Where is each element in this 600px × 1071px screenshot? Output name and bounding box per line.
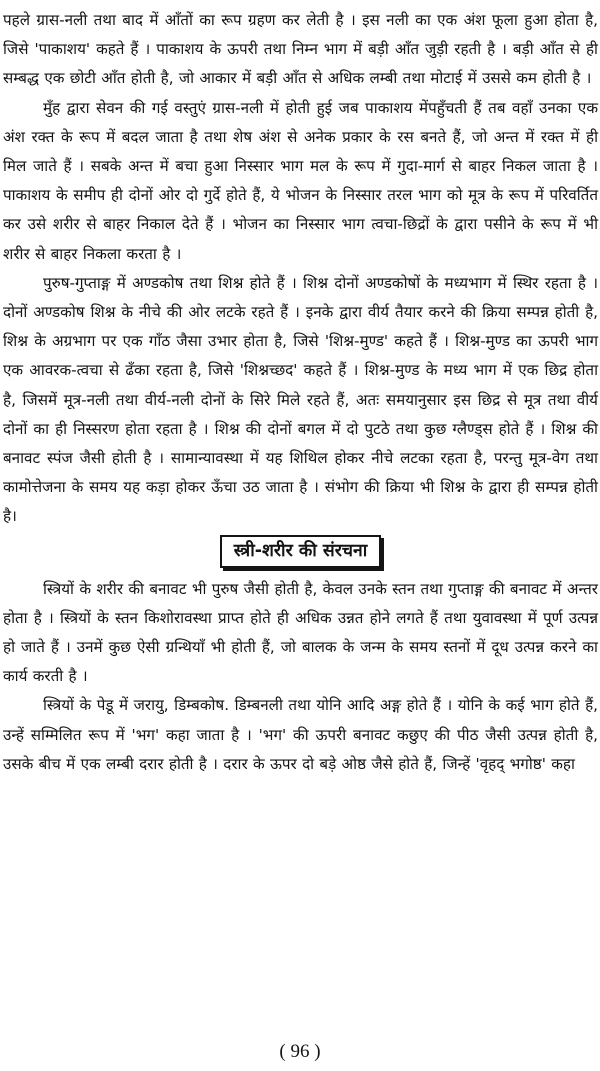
page-number: ( 96 ) (279, 1041, 321, 1062)
section-heading: स्त्री-शरीर की संरचना (220, 535, 382, 568)
paragraph-digestion-process: मुँह द्वारा सेवन की गई वस्तुएं ग्रास-नली में होती हुई जब पाकाशय मेंपहुँचती हैं तब वहाँ उनका एक अंश रक्त के रूप में बदल जाता है तथा शेष अंश से अनेक प्रकार के रस बनते हैं, जो अन्त में रक्त में ही मिल जाते हैं । सबके अन्त में बचा हुआ निस्सार भाग मल के रूप में गुदा-मार्ग से बाहर निकल जाता है । पाकाशय के समीप ही दोनों ओर दो गुर्दे होते हैं, ये भोजन के निस्सार तरल भाग को मूत्र के रूप में परिवर्तित कर उसे शरीर से बाहर निकाल देते हैं । भोजन का निस्सार भाग त्वचा-छिद्रों के द्वारा पसीने के रूप में भी शरीर से बाहर निकला करता है । (3, 98, 598, 263)
section-heading-wrap (3, 535, 598, 569)
paragraph-female-organs: स्त्रियों के पेडू में जरायु, डिम्बकोष. डिम्बनली तथा योनि आदि अङ्ग होते हैं । योनि के कई भाग होते हैं, उन्हें सम्मिलित रूप में 'भग' कहा जाता है । 'भग' की ऊपरी बनावट कछुए की पीठ जैसी उत्पन्न होती है, उसके बीच में एक लम्बी दरार होती है । दरार के ऊपर दो बड़े ओष्ठ जैसे होते हैं, जिन्हें 'वृहद् भगोष्ठ' कहा (3, 696, 598, 773)
paragraph-digestive-tract: पहले ग्रास-नली तथा बाद में आँतों का रूप ग्रहण कर लेती है । इस नली का एक अंश फूला हुआ होता है, जिसे 'पाकाशय' कहते हैं । पाकाशय के ऊपरी तथा निम्न भाग में बड़ी आँत जुड़ी रहती है । बड़ी आँत से ही सम्बद्ध एक छोटी आँत होती है, जो आकार में बड़ी आँत से अधिक लम्बी तथा मोटाई में उससे कम होती है । (3, 11, 598, 88)
paragraph-female-body: स्त्रियों के शरीर की बनावट भी पुरुष जैसी होती है, केवल उनके स्तन तथा गुप्ताङ्ग की बनावट में अन्तर होता है । स्त्रियों के स्तन किशोरावस्था प्राप्त होते ही अधिक उन्नत होने लगते हैं तथा युवावस्था में पूर्ण उत्पन्न हो जाते हैं । उनमें कुछ ऐसी ग्रन्थियाँ भी होती हैं, जो बालक के जन्म के समय स्तनों में दूध उत्पन्न करने का कार्य करती है । (3, 579, 598, 686)
paragraph-male-organs: पुरुष-गुप्ताङ्ग में अण्डकोष तथा शिश्न होते हैं । शिश्न दोनों अण्डकोषों के मध्यभाग में स्थिर रहता है । दोनों अण्डकोष शिश्न के नीचे की ओर लटके रहते हैं । इनके द्वारा वीर्य तैयार करने की क्रिया सम्पन्न होती है, शिश्न के अग्रभाग पर एक गाँठ जैसा उभार होता है, जिसे 'शिश्न-मुण्ड' कहते हैं । शिश्न-मुण्ड का ऊपरी भाग एक आवरक-त्वचा से ढँका रहता है, जिसे 'शिश्नच्छद' कहते हैं । शिश्न-मुण्ड के मध्य भाग में एक छिद्र होता है, जिसमें मूत्र-नली तथा वीर्य-नली दोनों के सिरे मिले रहते हैं, अतः समयानुसार इस छिद्र से मूत्र तथा वीर्य दोनों का ही निस्सरण होता रहता है । शिश्न की दोनों बगल में दो पुटठे तथा कुछ ग्लैण्ड्स होते हैं । शिश्न की बनावट स्पंज जैसी होती है । सामान्यावस्था में यह शिथिल होकर नीचे लटका रहता है, परन्तु मूत्र-वेग तथा कामोत्तेजना के समय यह कड़ा होकर ऊँचा उठ जाता है । संभोग की क्रिया भी शिश्न के द्वारा ही सम्पन्न होती है। (3, 273, 598, 526)
